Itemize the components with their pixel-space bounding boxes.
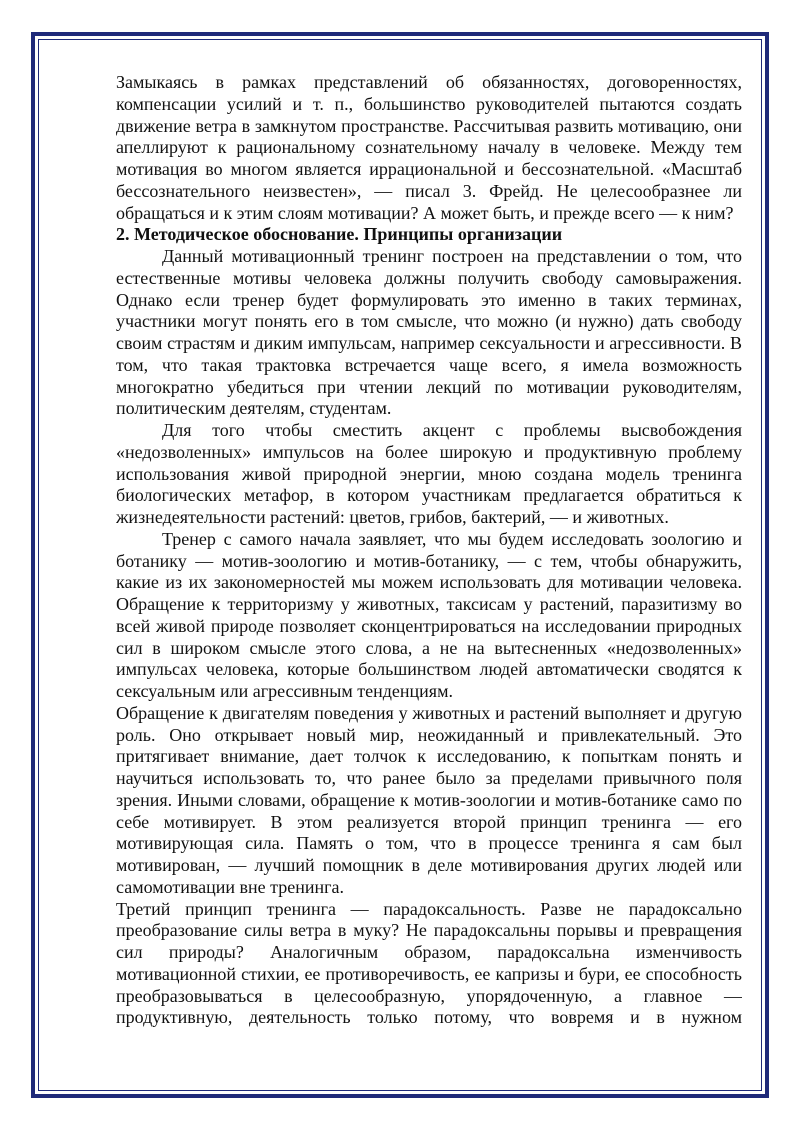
paragraph-1: Данный мотивационный тренинг построен на представлении о том, что естественные мотивы человека должны получить свободу самовыражения. Однако если тренер будет формулировать это именно в таких терминах, участники могут понять его в том смысле, что можно (и нужно) дать свободу своим страстям и диким импульсам, например сексуальности и агрессивности. В том, что такая трактовка встречается чаще всего, я имела возможность многократно убедиться при чтении лекций по мотивации руководителям, политическим деятелям, студентам. [116,246,742,419]
paragraph-3: Тренер с самого начала заявляет, что мы будем исследовать зоологию и ботанику — мотив-зоологию и мотив-ботанику, — с тем, чтобы обнаружить, какие из их закономерностей мы можем использовать для мотивации человека. Обращение к территоризму у животных, таксисам у растений, паразитизму во всей живой природе позволяет сконцентрироваться на исследовании природных сил в широком смысле этого слова, а не на вытесненных «недозволенных» импульсах человека, которые большинством людей автоматически сводятся к сексуальным или агрессивным тенденциям. [116,528,742,701]
document-body [116,72,742,1082]
paragraph-2: Для того чтобы сместить акцент с проблемы высвобождения «недозволенных» импульсов на более широкую и продуктивную проблему использования живой природной энергии, мною создана модель тренинга биологических метафор, в котором участникам предлагается обратиться к жизнедеятельности растений: цветов, грибов, бактерий, — и животных. [116,420,742,527]
section-heading: 2. Методическое обоснование. Принципы организации [116,224,563,245]
paragraph-5: Третий принцип тренинга — парадоксальность. Разве не парадоксально преобразование силы ветра в муку? Не парадоксальны порывы и превращения сил природы? Аналогичным образом, парадоксальна изменчивость мотивационной стихии, ее противоречивость, ее капризы и бури, ее способность преобразовываться в целесообразную, упорядоченную, а главное — продуктивную, деятельность только потому, что вовремя и в нужном [116,898,742,1028]
paragraph-4: Обращение к двигателям поведения у животных и растений выполняет и другую роль. Оно открывает новый мир, неожиданный и привлекательный. Это притягивает внимание, дает толчок к исследованию, к попыткам понять и научиться использовать то, что ранее было за пределами привычного поля зрения. Иными словами, обращение к мотив-зоологии и мотив-ботанике само по себе мотивирует. В этом реализуется второй принцип тренинга — его мотивирующая сила. Память о том, что в процессе тренинга я сам был мотивирован, — лучший помощник в деле мотивирования других людей или самомотивации вне тренинга. [116,702,742,897]
paragraph-intro: Замыкаясь в рамках представлений об обязанностях, договоренностях, компенсации усилий и т. п., большинство руководителей пытаются создать движение ветра в замкнутом пространстве. Рассчитывая развить мотивацию, они апеллируют к рациональному сознательному началу в человеке. Между тем мотивация во многом является иррациональной и бессознательной. «Масштаб бессознательного неизвестен», — писал 3. Фрейд. Не целесообразнее ли обращаться и к этим слоям мотивации? А может быть, и прежде всего — к ним? [116,72,742,223]
